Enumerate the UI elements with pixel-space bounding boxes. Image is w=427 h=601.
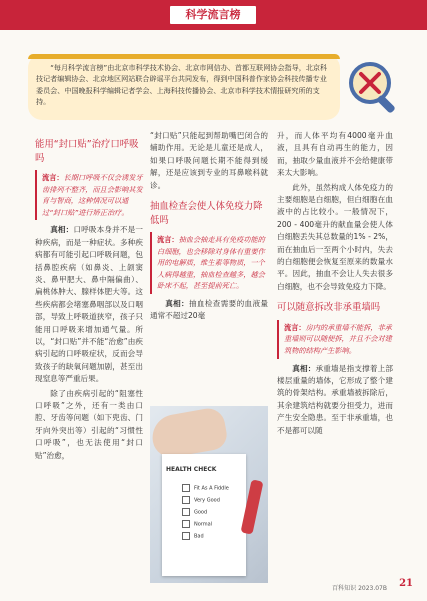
publication-footer: 百科知识 2023.07B (332, 585, 387, 592)
notice-top-bar (28, 54, 340, 59)
truth-paragraph (35, 224, 143, 385)
truth-paragraph (150, 298, 268, 323)
column-left (35, 130, 143, 464)
notice-text: “每月科学流言榜”由北京市科学技术协会、北京市网信办、首都互联网协会指导，北京科技记者编辑协会、北京地区网站联合辟谣平台共同发布，得到中国科普作家协会科技传播专业委员会、中国晚报科学编辑记者学会、上海科技传播协会、北京市科学技术情报研究所的支持。 (36, 63, 328, 107)
column-right (277, 130, 393, 439)
clipboard-title: HEALTH CHECK (166, 466, 217, 473)
checklist-item: Very Good (182, 496, 220, 504)
truth-label: 真相： (165, 299, 189, 308)
checklist-item: Bad (182, 532, 204, 540)
rumor-box (277, 320, 393, 359)
truth-label: 真相： (50, 225, 74, 235)
hand-image (150, 406, 229, 460)
rumor-text: 抽血会抽走具有免疫功能的白细胞，也会移除对身体有重要作用的电解质，维生素等物质，一个人病得越重，抽血检查越多，越会卧床不起，甚至提前死亡。 (157, 235, 265, 291)
rumor-label: 流言： (157, 235, 179, 245)
checklist-item: Good (182, 508, 207, 516)
clipboard-image (162, 454, 246, 576)
rumor-label: 流言： (42, 173, 64, 182)
rumor-text: 长期口呼吸不仅会诱发牙齿排列不整齐，而且会影响其发育与智商，这种情况可以通过“封口贴”进行矫正治疗。 (42, 173, 143, 217)
subtitle-mouth-tape: 能用“封口贴”治疗口呼吸吗 (35, 139, 139, 164)
truth-paragraph (277, 363, 393, 437)
truth-text: 抽血检查需要的血液量通常不超过20毫 (150, 299, 269, 321)
checklist-item: Fit As A Fiddle (182, 484, 229, 492)
rumor-box (150, 232, 268, 294)
section-label: 科学流言榜 (170, 6, 256, 24)
truth-label: 真相： (292, 363, 316, 373)
subtitle-blood-test: 抽血检查会使人体免疫力降低吗 (150, 201, 263, 226)
notice-box (28, 54, 340, 120)
truth-text: 口呼吸本身并不是一种疾病，而是一种症状。多种疾病都有可能引起口呼吸问题，包括鼻腔疾病（如鼻炎、上颌窦炎、鼻甲肥大、鼻中隔偏曲）、扁桃体肿大、腺样体肥大等。这些疾病都会堵塞鼻咽部以及口咽部，导致上呼吸道狭窄，孩子只能用口呼吸来增加通气量。所以，“封口贴”并不能“治愈”由疾病引起的口呼吸症状，反而会导致孩子的缺氧问题加剧，甚至出现窒息等严重后果。 (35, 225, 144, 384)
rumor-box (35, 170, 143, 220)
rumor-label: 流言： (284, 322, 306, 332)
column-middle (150, 130, 268, 325)
continued-paragraph: “封口贴”只能起到帮助嘴巴闭合的辅助作用。无论是儿童还是成人，如果口呼吸问题长期不能得到缓解，还是应该到专业的耳鼻喉科就诊。 (150, 131, 268, 190)
health-check-photo (150, 406, 268, 583)
body-paragraph: 此外，虽然构成人体免疫力的主要细胞是白细胞，但白细胞在血液中的占比较小。一般情况下，200 - 400毫升的献血量会使人体白细胞丢失其总数量的1% - 2%，而在抽血后一至两个小时内，失去的白细胞便会恢复至原来的数量水平。因此，抽血不会让人失去很多白细胞，也不会导致免疫力下降。 (277, 182, 393, 291)
magnifier-icon (345, 58, 403, 116)
subtitle-wall: 可以随意拆改非承重墙吗 (277, 302, 381, 314)
continued-paragraph: 升，而人体平均有4000毫升血液，且具有自动再生的能力，因而，抽取少量血液并不会给健康带来太大影响。 (277, 131, 393, 178)
body-paragraph: 除了由疾病引起的“阻塞性口呼吸”之外，还有一类由口腔、牙齿等问题（如下兜齿、门牙向外突出等）引起的“习惯性口呼吸”，也无法使用“封口贴”治愈， (35, 388, 143, 460)
checklist-item: Normal (182, 520, 212, 528)
rumor-text: 房内的承重墙不能拆，非承重墙则可以随便拆，并且不会对建筑物的结构产生影响。 (284, 322, 392, 355)
truth-text: 承重墙是指支撑着上部楼层重量的墙体，它形成了整个建筑的骨架结构。承重墙被拆除后，其余建筑结构就要分担受力，进而产生安全隐患。至于非承重墙，也不是都可以随 (277, 363, 394, 435)
page-number: 21 (399, 578, 413, 589)
